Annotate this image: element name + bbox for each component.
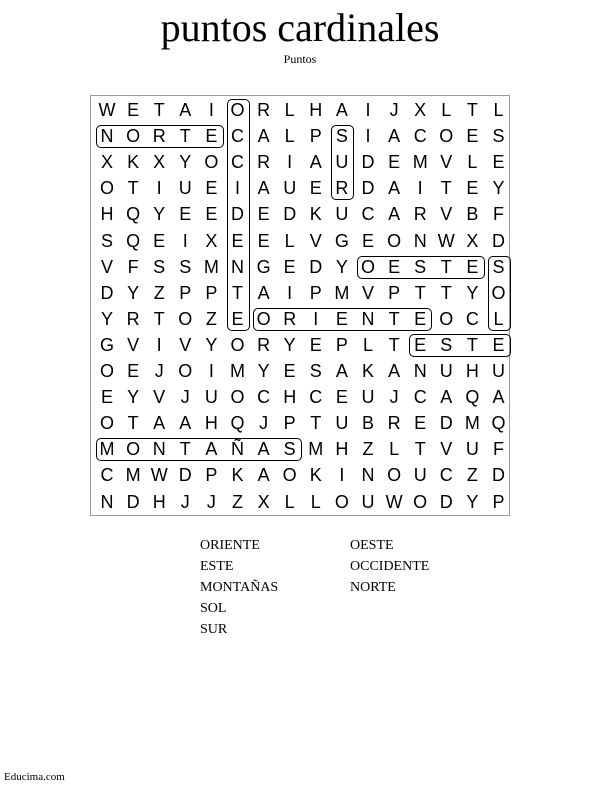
grid-letter: Q [465, 387, 480, 408]
grid-letter: E [205, 126, 218, 147]
grid-letter: R [257, 100, 271, 120]
grid-letter: B [361, 413, 374, 434]
grid-letter: O [178, 361, 193, 381]
grid-letter: D [361, 152, 375, 173]
grid-letter: R [152, 126, 166, 147]
grid-letter: Z [232, 491, 243, 512]
grid-letter: K [231, 465, 244, 486]
grid-letter: S [492, 126, 505, 147]
grid-letter: U [361, 387, 375, 408]
grid-letter: E [335, 308, 348, 329]
grid-letter: P [309, 282, 322, 303]
grid-letter: E [205, 178, 218, 199]
grid-letter: P [492, 491, 505, 512]
grid-letter: V [440, 152, 453, 173]
grid-letter: U [361, 491, 375, 512]
grid-letter: E [309, 178, 322, 199]
grid-letter: I [365, 126, 371, 147]
grid-letter: P [205, 282, 218, 303]
grid-letter: R [413, 204, 427, 225]
grid-letter: S [179, 256, 192, 277]
grid-letter: N [413, 361, 427, 381]
grid-letter: A [257, 465, 270, 486]
grid-letter: O [491, 282, 506, 303]
grid-letter: X [205, 230, 218, 251]
grid-letter: N [361, 465, 375, 486]
grid-letter: H [204, 413, 218, 434]
grid-letter: C [231, 126, 244, 147]
word-list-item: ESTE [200, 559, 234, 574]
grid-letter: E [100, 387, 113, 408]
grid-letter: W [385, 491, 403, 512]
grid-letter: Ñ [231, 439, 244, 460]
grid-letter: E [231, 230, 244, 251]
word-search-grid [90, 95, 510, 516]
grid-letter: G [334, 230, 349, 251]
grid-letter: E [257, 230, 270, 251]
grid-letter: V [127, 334, 140, 355]
grid-letter: T [440, 256, 452, 277]
grid-letter: Z [153, 282, 165, 303]
grid-letter: H [283, 387, 297, 408]
word-list-column-2 [350, 535, 429, 598]
grid-letter: E [414, 413, 427, 434]
grid-letter: R [126, 308, 140, 329]
grid-letter: V [361, 282, 374, 303]
grid-letter: T [440, 178, 452, 199]
grid-letter: C [413, 126, 427, 147]
grid-letter: L [362, 334, 373, 355]
grid-letter: I [313, 308, 319, 329]
grid-letter: P [335, 334, 348, 355]
found-word-highlight [96, 125, 224, 148]
grid-letter: L [441, 100, 452, 120]
grid-letter: Y [466, 491, 479, 512]
grid-letter: T [179, 126, 191, 147]
grid-letter: K [309, 204, 322, 225]
grid-letter: Y [335, 256, 348, 277]
grid-letter: U [335, 152, 349, 173]
grid-letter: I [182, 230, 188, 251]
grid-letter: Y [153, 204, 166, 225]
grid-letter: I [156, 178, 162, 199]
grid-letter: D [283, 204, 297, 225]
grid-letter: D [126, 491, 140, 512]
grid-letter: F [493, 204, 504, 225]
grid-letter: R [257, 334, 271, 355]
grid-letter: I [208, 100, 214, 120]
grid-letter: V [153, 387, 166, 408]
grid-letter: A [335, 100, 348, 120]
grid-letter: Y [179, 152, 192, 173]
grid-letter: Y [492, 178, 505, 199]
grid-letter: O [360, 256, 375, 277]
grid-letter: A [257, 439, 270, 460]
grid-letter: M [464, 413, 480, 434]
grid-letter: E [257, 204, 270, 225]
grid-letter: P [283, 413, 296, 434]
grid-letter: I [208, 361, 214, 381]
grid-letter: O [99, 361, 114, 381]
grid-letter: Q [230, 413, 245, 434]
grid-letter: T [232, 282, 243, 303]
grid-letter: Y [205, 334, 218, 355]
grid-letter: U [439, 361, 453, 381]
grid-letter: H [309, 100, 323, 120]
grid-letter: A [388, 178, 401, 199]
grid-letter: I [234, 178, 240, 199]
grid-letter: Y [283, 334, 296, 355]
grid-letter: Q [491, 413, 506, 434]
grid-letter: Q [126, 230, 141, 251]
grid-letter: W [150, 465, 168, 486]
grid-letter: A [153, 413, 166, 434]
grid-letter: I [339, 465, 345, 486]
grid-letter: L [284, 230, 295, 251]
grid-letter: U [335, 204, 349, 225]
grid-letter: E [283, 361, 296, 381]
grid-letter: E [414, 308, 427, 329]
found-word-highlight [409, 334, 510, 357]
grid-letter: O [282, 465, 297, 486]
grid-letter: A [388, 361, 401, 381]
found-word-highlight [357, 256, 485, 279]
grid-letter: E [127, 361, 140, 381]
grid-letter: E [466, 256, 479, 277]
grid-letter: T [466, 334, 478, 355]
grid-letter: M [334, 282, 350, 303]
grid-letter: O [230, 334, 245, 355]
grid-letter: K [127, 152, 140, 173]
grid-letter: O [204, 152, 219, 173]
grid-letter: O [126, 126, 141, 147]
grid-letter: D [178, 465, 192, 486]
grid-letter: T [153, 100, 165, 120]
grid-letter: S [153, 256, 166, 277]
grid-letter: J [154, 361, 164, 381]
grid-letter: U [413, 465, 427, 486]
grid-letter: O [256, 308, 271, 329]
grid-letter: L [310, 491, 321, 512]
grid-letter: X [414, 100, 427, 120]
grid-letter: E [309, 334, 322, 355]
grid-letter: A [440, 387, 453, 408]
grid-letter: F [127, 256, 139, 277]
grid-letter: O [439, 126, 454, 147]
grid-letter: O [99, 178, 114, 199]
grid-letter: L [493, 308, 504, 329]
grid-letter: X [466, 230, 479, 251]
grid-letter: T [179, 439, 191, 460]
grid-letter: E [492, 152, 505, 173]
grid-letter: D [231, 204, 244, 225]
grid-letter: A [205, 439, 218, 460]
grid-letter: F [493, 439, 504, 460]
grid-letter: R [387, 413, 401, 434]
grid-letter: U [178, 178, 192, 199]
grid-letter: O [439, 308, 454, 329]
word-list-item: SOL [200, 601, 227, 616]
grid-letter: M [308, 439, 324, 460]
grid-letter: R [283, 308, 297, 329]
grid-letter: M [99, 439, 115, 460]
grid-letter: U [204, 387, 218, 408]
grid-letter: M [203, 256, 219, 277]
found-word-highlight [488, 256, 511, 331]
grid-letter: L [284, 491, 295, 512]
grid-letter: V [440, 439, 453, 460]
grid-letter: A [492, 387, 505, 408]
grid-letter: V [179, 334, 192, 355]
grid-letter: C [465, 308, 479, 329]
grid-letter: O [334, 491, 349, 512]
grid-letter: T [127, 178, 139, 199]
grid-letter: V [440, 204, 453, 225]
grid-letter: D [361, 178, 375, 199]
grid-letter: C [413, 387, 427, 408]
grid-letter: U [335, 413, 349, 434]
grid-letter: K [309, 465, 322, 486]
grid-letter: N [361, 308, 375, 329]
grid-letter: X [153, 152, 166, 173]
grid-letter: B [466, 204, 479, 225]
grid-letter: U [283, 178, 297, 199]
grid-letter: S [414, 256, 427, 277]
grid-letter: S [440, 334, 453, 355]
grid-letter: X [257, 491, 270, 512]
grid-letter: N [413, 230, 427, 251]
grid-letter: O [126, 439, 141, 460]
grid-letter: U [492, 361, 505, 381]
grid-letter: J [389, 100, 399, 120]
grid-letter: Q [126, 204, 141, 225]
grid-letter: J [206, 491, 216, 512]
grid-letter: D [492, 230, 505, 251]
grid-letter: T [388, 308, 400, 329]
grid-letter: N [231, 256, 244, 277]
grid-letter: L [284, 100, 295, 120]
grid-letter: E [179, 204, 192, 225]
word-list-item: SUR [200, 622, 228, 637]
grid-letter: R [335, 178, 349, 199]
grid-letter: S [492, 256, 505, 277]
word-list-item: ORIENTE [200, 538, 260, 553]
grid-letter: E [388, 152, 401, 173]
grid-letter: E [153, 230, 166, 251]
grid-letter: T [440, 282, 452, 303]
grid-letter: T [466, 100, 478, 120]
grid-letter: O [99, 413, 114, 434]
grid-letter: T [414, 439, 426, 460]
grid-letter: E [335, 387, 348, 408]
grid-letter: V [100, 256, 113, 277]
grid-letter: T [310, 413, 322, 434]
grid-letter: R [257, 152, 271, 173]
grid-letter: G [256, 256, 271, 277]
grid-letter: A [179, 100, 192, 120]
found-word-highlight [253, 308, 433, 331]
grid-letter: M [230, 361, 245, 381]
grid-letter: T [388, 334, 400, 355]
grid-letter: M [125, 465, 141, 486]
grid-letter: C [309, 387, 323, 408]
grid-letter: E [492, 334, 505, 355]
grid-letter: Z [466, 465, 478, 486]
grid-letter: O [387, 465, 402, 486]
grid-letter: Z [205, 308, 217, 329]
grid-letter: J [389, 387, 399, 408]
grid-letter: P [179, 282, 192, 303]
grid-letter: J [180, 491, 190, 512]
grid-letter: P [205, 465, 218, 486]
grid-letter: Y [127, 387, 140, 408]
found-word-highlight [331, 125, 354, 200]
grid-letter: J [180, 387, 190, 408]
grid-letter: E [361, 230, 374, 251]
grid-letter: J [259, 413, 269, 434]
grid-letter: V [309, 230, 322, 251]
word-list-item: OESTE [350, 538, 394, 553]
grid-letter: O [230, 100, 245, 120]
grid-letter: C [361, 204, 375, 225]
grid-letter: Y [100, 308, 113, 329]
grid-letter: D [309, 256, 323, 277]
grid-letter: Y [127, 282, 140, 303]
grid-letter: E [388, 256, 401, 277]
grid-letter: N [100, 126, 114, 147]
grid-letter: P [388, 282, 401, 303]
grid-letter: E [231, 308, 244, 329]
grid-letter: S [309, 361, 322, 381]
grid-letter: L [284, 126, 295, 147]
grid-letter: Y [466, 282, 479, 303]
grid-letter: D [439, 491, 453, 512]
grid-letter: I [287, 282, 293, 303]
grid-letter: W [437, 230, 455, 251]
grid-letter: C [231, 152, 244, 173]
grid-letter: C [100, 465, 114, 486]
grid-letter: S [283, 439, 296, 460]
grid-letter: G [99, 334, 114, 355]
grid-letter: A [335, 361, 348, 381]
grid-letter: O [230, 387, 245, 408]
grid-letter: C [439, 465, 453, 486]
grid-letter: T [127, 413, 139, 434]
page-title: puntos cardinales [160, 5, 440, 50]
grid-letter: A [257, 178, 270, 199]
grid-letter: A [257, 282, 270, 303]
grid-letter: L [467, 152, 478, 173]
grid-letter: U [465, 439, 479, 460]
grid-letter: L [389, 439, 400, 460]
grid-letter: I [287, 152, 293, 173]
grid-letter: A [179, 413, 192, 434]
grid-letter: X [100, 152, 113, 173]
grid-letter: H [100, 204, 114, 225]
grid-letter: N [152, 439, 166, 460]
grid-letter: E [283, 256, 296, 277]
grid-letter: D [100, 282, 114, 303]
page-subtitle: Puntos [283, 52, 317, 66]
word-list-item: MONTAÑAS [200, 580, 279, 595]
grid-letter: H [465, 361, 479, 381]
word-list-item: NORTE [350, 580, 396, 595]
grid-letter: T [414, 282, 426, 303]
grid-letter: E [466, 126, 479, 147]
grid-letter: E [414, 334, 427, 355]
grid-letter: I [417, 178, 423, 199]
grid-letter: A [388, 204, 401, 225]
grid-letter: E [466, 178, 479, 199]
grid-letter: H [335, 439, 349, 460]
grid-letter: O [387, 230, 402, 251]
grid-letter: O [413, 491, 428, 512]
grid-letter: A [388, 126, 401, 147]
grid-letter: D [492, 465, 505, 486]
grid-letter: P [309, 126, 322, 147]
word-list-column-1 [200, 535, 278, 640]
word-list-item: OCCIDENTE [350, 559, 430, 574]
grid-letter: A [309, 152, 322, 173]
grid-letter: T [153, 308, 165, 329]
grid-letter: M [412, 152, 428, 173]
footer-credit: Educima.com [4, 771, 65, 783]
grid-letter: Z [362, 439, 374, 460]
grid-letter: Y [257, 361, 270, 381]
grid-letter: O [178, 308, 193, 329]
grid-letter: W [98, 100, 116, 120]
grid-letter: C [257, 387, 271, 408]
grid-letter: E [127, 100, 140, 120]
grid-letter: S [335, 126, 348, 147]
grid-letter: A [257, 126, 270, 147]
grid-letter: L [493, 100, 504, 120]
grid-letter: I [156, 334, 162, 355]
grid-letter: H [152, 491, 166, 512]
grid-letter: N [100, 491, 114, 512]
found-word-highlight [96, 438, 302, 461]
grid-letter: K [361, 361, 374, 381]
grid-letter: S [100, 230, 113, 251]
grid-letter: I [365, 100, 371, 120]
found-word-highlight [227, 99, 250, 331]
grid-letter: E [205, 204, 218, 225]
grid-letter: D [439, 413, 453, 434]
